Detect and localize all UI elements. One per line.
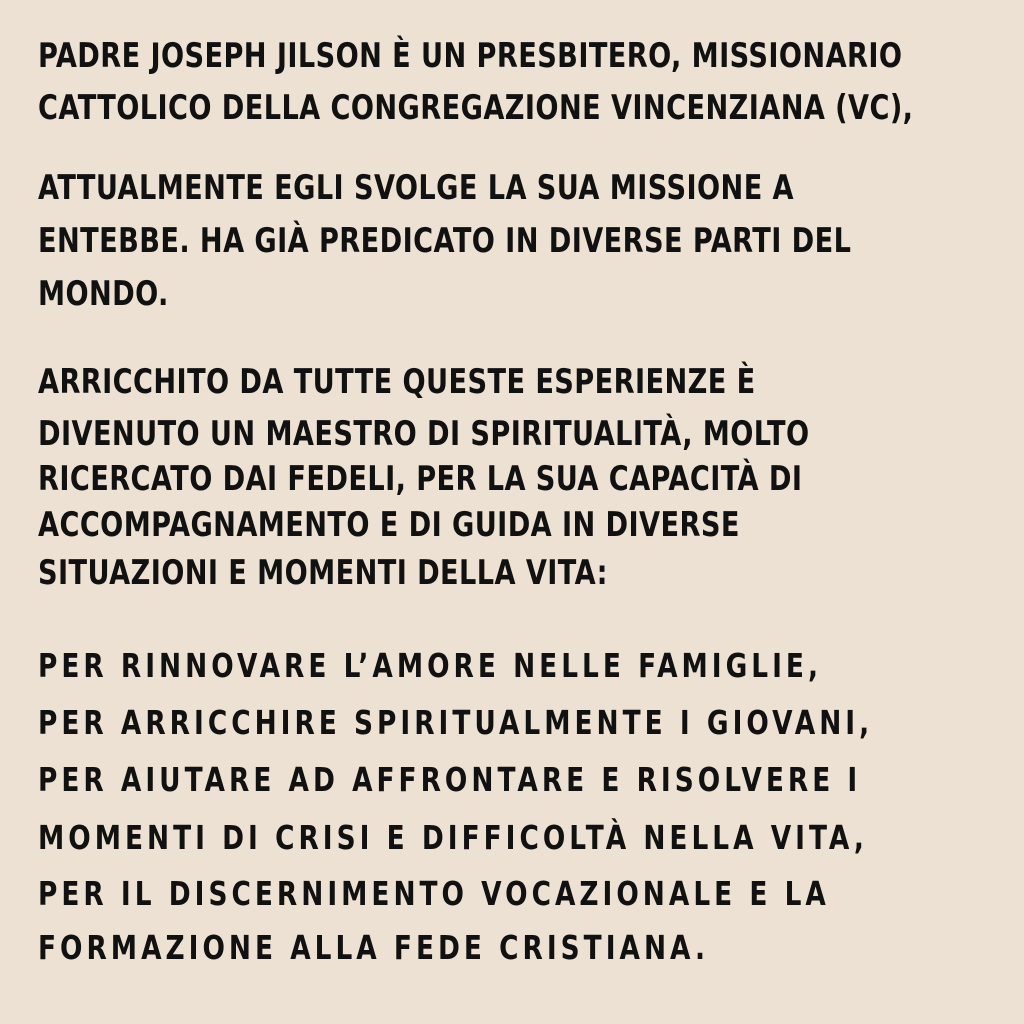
experience-line-2: DIVENUTO UN MAESTRO DI SPIRITUALITÀ, MOLTO bbox=[38, 414, 810, 454]
purpose-line-1: PER RINNOVARE L’AMORE NELLE FAMIGLIE, bbox=[38, 646, 822, 685]
intro-line-1: PADRE JOSEPH JILSON È UN PRESBITERO, MISSIONARIO bbox=[38, 36, 903, 76]
purpose-line-3: PER AIUTARE AD AFFRONTARE E RISOLVERE I bbox=[38, 760, 862, 799]
experience-line-1: ARRICCHITO DA TUTTE QUESTE ESPERIENZE È bbox=[38, 362, 756, 402]
purpose-line-6: FORMAZIONE ALLA FEDE CRISTIANA. bbox=[38, 928, 709, 967]
mission-line-1: ATTUALMENTE EGLI SVOLGE LA SUA MISSIONE A bbox=[38, 168, 795, 208]
experience-line-5: SITUAZIONI E MOMENTI DELLA VITA: bbox=[38, 553, 608, 593]
purpose-line-2: PER ARRICCHIRE SPIRITUALMENTE I GIOVANI, bbox=[38, 703, 874, 742]
mission-line-2: ENTEBBE. HA GIÀ PREDICATO IN DIVERSE PARTI DEL bbox=[38, 221, 852, 261]
mission-line-3: MONDO. bbox=[38, 274, 169, 314]
purpose-line-5: PER IL DISCERNIMENTO VOCAZIONALE E LA bbox=[38, 874, 830, 913]
experience-line-3: RICERCATO DAI FEDELI, PER LA SUA CAPACITÀ DI bbox=[38, 459, 803, 499]
purpose-line-4: MOMENTI DI CRISI E DIFFICOLTÀ NELLA VITA, bbox=[38, 818, 868, 857]
intro-line-2: CATTOLICO DELLA CONGREGAZIONE VINCENZIANA (VC), bbox=[38, 88, 914, 128]
experience-line-4: ACCOMPAGNAMENTO E DI GUIDA IN DIVERSE bbox=[38, 505, 740, 545]
